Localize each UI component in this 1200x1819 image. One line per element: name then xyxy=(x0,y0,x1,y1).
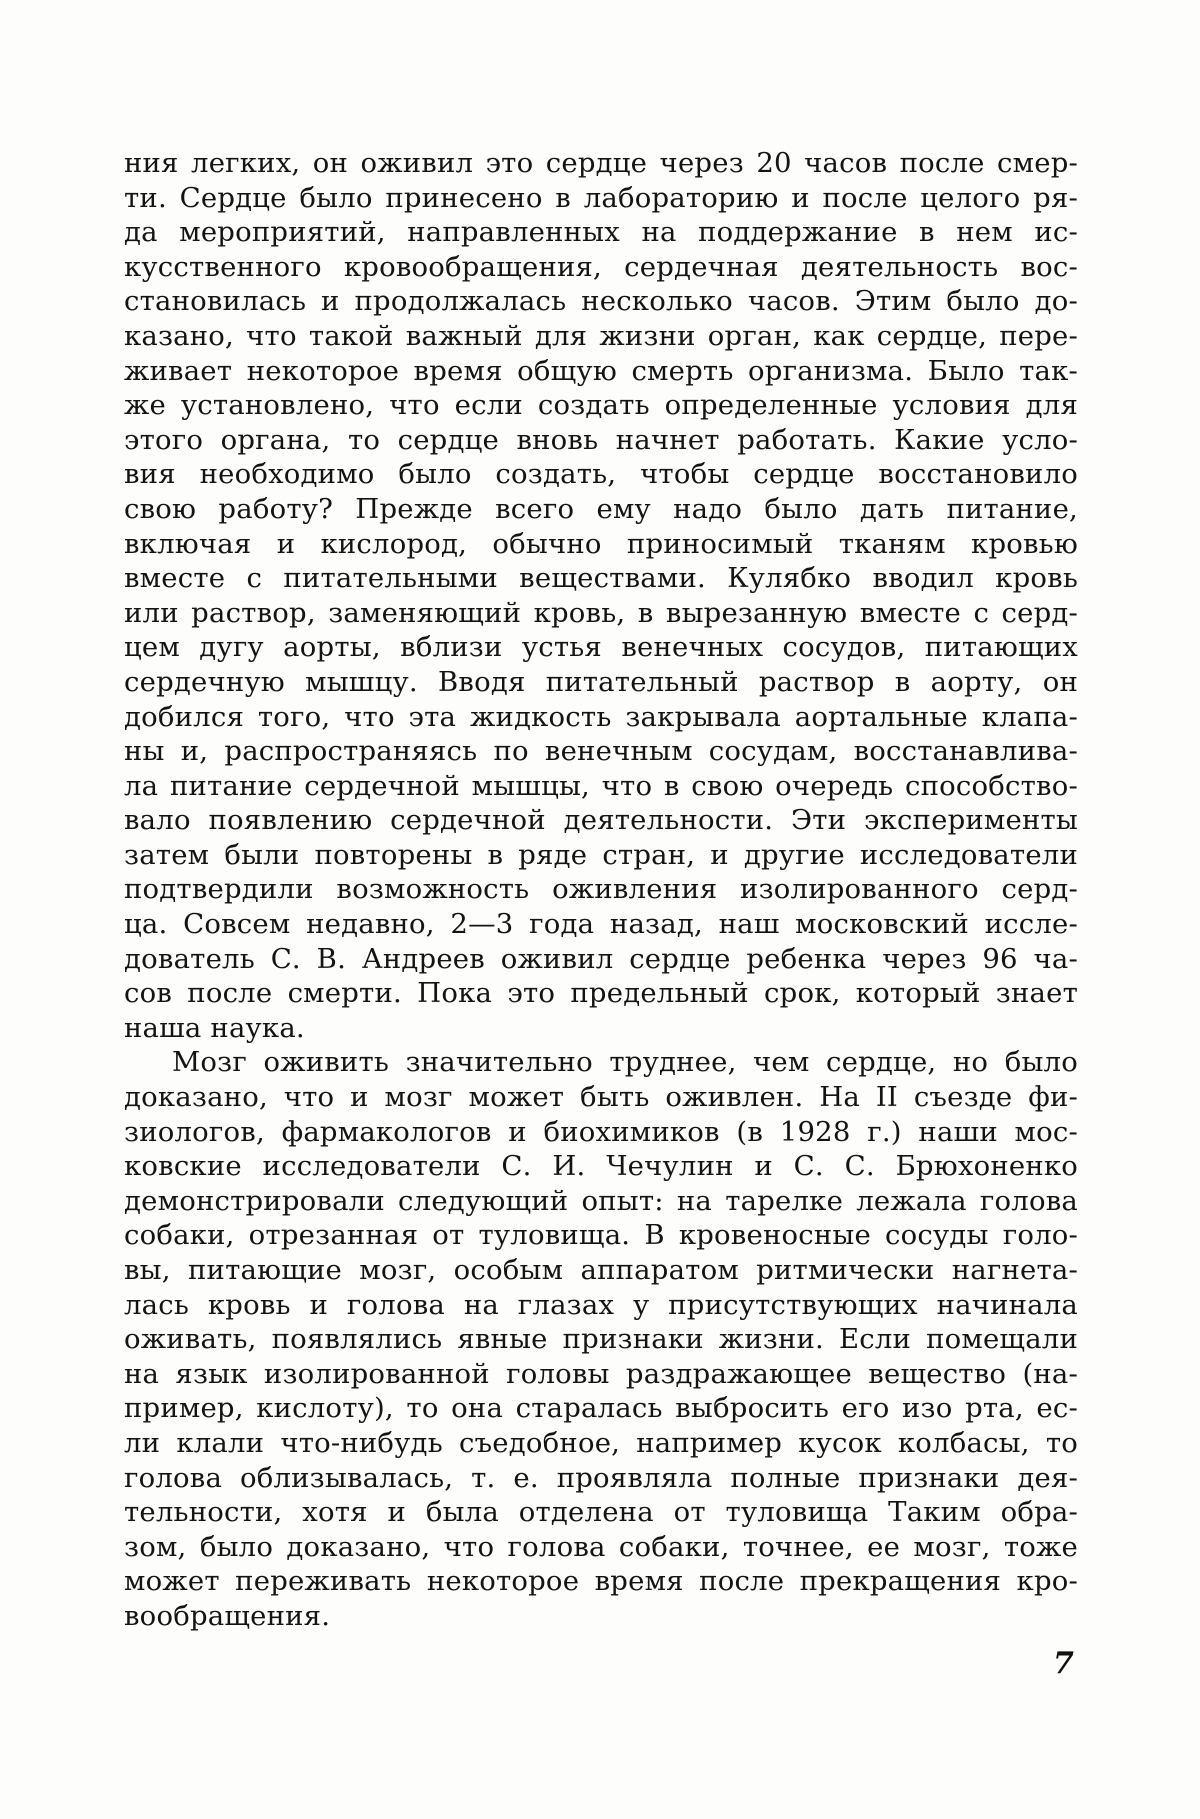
body-text xyxy=(124,146,1078,1634)
text-line: добился того, что эта жидкость закрывала аортальные клапа- xyxy=(124,700,1078,735)
text-line: казано, что такой важный для жизни орган, как сердце, пере- xyxy=(124,319,1078,354)
text-line: ны и, распространяясь по венечным сосудам, восстанавлива- xyxy=(124,734,1078,769)
text-line: сердечную мышцу. Вводя питательный раствор в аорту, он xyxy=(124,665,1078,700)
text-line: зом, было доказано, что голова собаки, точнее, ее мозг, тоже xyxy=(124,1530,1078,1565)
page-number: 7 xyxy=(1053,1646,1074,1681)
text-line: ти. Сердце было принесено в лабораторию и после целого ря- xyxy=(124,181,1078,216)
text-line: может переживать некоторое время после прекращения кро- xyxy=(124,1564,1078,1599)
text-line: вия необходимо было создать, чтобы сердце восстановило xyxy=(124,457,1078,492)
text-line: свою работу? Прежде всего ему надо было дать питание, xyxy=(124,492,1078,527)
text-line: вы, питающие мозг, особым аппаратом ритмически нагнета- xyxy=(124,1253,1078,1288)
text-line: демонстрировали следующий опыт: на тарелке лежала голова xyxy=(124,1184,1078,1219)
text-line: тельности, хотя и была отделена от туловища Таким обра- xyxy=(124,1495,1078,1530)
text-line: наша наука. xyxy=(124,1011,1078,1046)
text-line: на язык изолированной головы раздражающее вещество (на- xyxy=(124,1357,1078,1392)
paragraph xyxy=(124,146,1078,1045)
text-line: подтвердили возможность оживления изолированного серд- xyxy=(124,872,1078,907)
text-line: ца. Совсем недавно, 2—3 года назад, наш московский иссле- xyxy=(124,907,1078,942)
text-line: затем были повторены в ряде стран, и другие исследователи xyxy=(124,838,1078,873)
text-line: дователь С. В. Андреев оживил сердце ребенка через 96 ча- xyxy=(124,942,1078,977)
text-line: оживать, появлялись явные признаки жизни. Если помещали xyxy=(124,1322,1078,1357)
text-line: ния легких, он оживил это сердце через 20 часов после смер- xyxy=(124,146,1078,181)
text-line: ли клали что-нибудь съедобное, например кусок колбасы, то xyxy=(124,1426,1078,1461)
text-line: вало появлению сердечной деятельности. Эти эксперименты xyxy=(124,803,1078,838)
text-line: да мероприятий, направленных на поддержание в нем ис- xyxy=(124,215,1078,250)
text-line: включая и кислород, обычно приносимый тканям кровью xyxy=(124,527,1078,562)
text-line: кусственного кровообращения, сердечная деятельность вос- xyxy=(124,250,1078,285)
text-line: Мозг оживить значительно труднее, чем сердце, но было xyxy=(124,1045,1078,1080)
text-line: или раствор, заменяющий кровь, в вырезанную вместе с серд- xyxy=(124,596,1078,631)
text-line: лась кровь и голова на глазах у присутствующих начинала xyxy=(124,1288,1078,1323)
text-line: ла питание сердечной мышцы, что в свою очередь способство- xyxy=(124,769,1078,804)
text-line: доказано, что и мозг может быть оживлен. На II съезде фи- xyxy=(124,1080,1078,1115)
text-line: голова облизывалась, т. е. проявляла полные признаки дея- xyxy=(124,1461,1078,1496)
paragraph xyxy=(124,1045,1078,1633)
text-line: сов после смерти. Пока это предельный срок, который знает xyxy=(124,976,1078,1011)
text-line: же установлено, что если создать определенные условия для xyxy=(124,388,1078,423)
text-line: вообращения. xyxy=(124,1599,1078,1634)
text-line: зиологов, фармакологов и биохимиков (в 1928 г.) наши мос- xyxy=(124,1115,1078,1150)
text-line: становилась и продолжалась несколько часов. Этим было до- xyxy=(124,284,1078,319)
text-line: вместе с питательными веществами. Кулябко вводил кровь xyxy=(124,561,1078,596)
text-line: собаки, отрезанная от туловища. В кровеносные сосуды голо- xyxy=(124,1218,1078,1253)
text-line: пример, кислоту), то она старалась выбросить его изо рта, ес- xyxy=(124,1391,1078,1426)
text-line: этого органа, то сердце вновь начнет работать. Какие усло- xyxy=(124,423,1078,458)
text-line: цем дугу аорты, вблизи устья венечных сосудов, питающих xyxy=(124,630,1078,665)
text-line: ковские исследователи С. И. Чечулин и С. С. Брюхоненко xyxy=(124,1149,1078,1184)
book-page xyxy=(0,0,1200,1819)
text-line: живает некоторое время общую смерть организма. Было так- xyxy=(124,354,1078,389)
